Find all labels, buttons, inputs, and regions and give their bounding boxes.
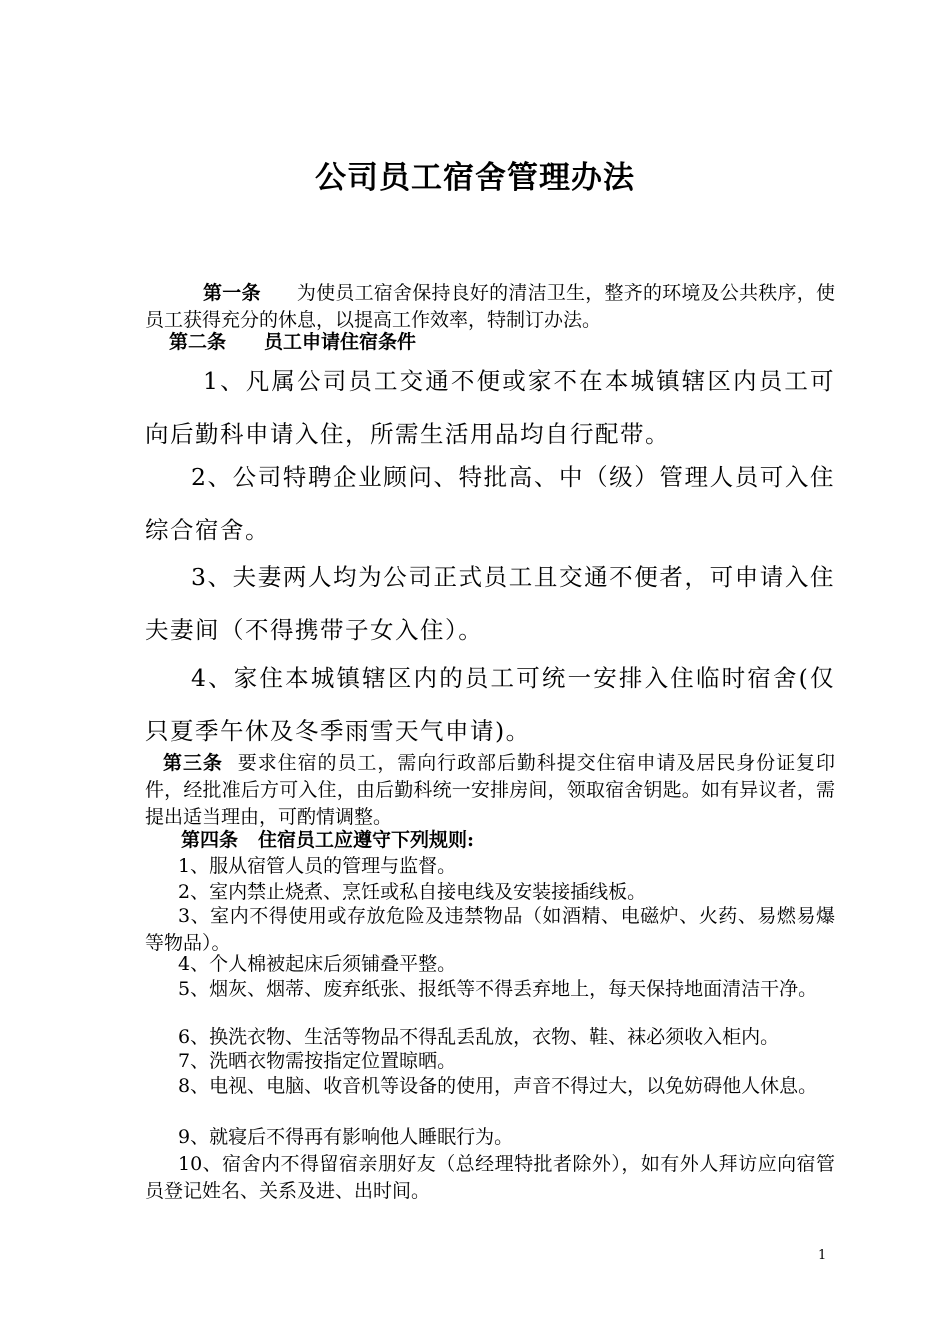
rule-item: 1、服从宿管人员的管理与监督。 [178,855,457,877]
page-number: 1 [818,1248,827,1263]
document-title: 公司员工宿舍管理办法 [315,160,635,196]
article-2-title: 员工申请住宿条件 [264,331,417,353]
article-2-item: 2、公司特聘企业顾问、特批高、中（级）管理人员可入住综合宿舍。 [145,463,835,544]
article-4-heading [145,827,835,854]
article-1-label: 第一条 [203,282,261,304]
article-2-heading [145,329,835,356]
rule-item: 6、换洗衣物、生活等物品不得乱丢乱放，衣物、鞋、袜必须收入柜内。 [178,1026,780,1048]
article-3-text: 要求住宿的员工，需向行政部后勤科提交住宿申请及居民身份证复印件，经批准后方可入住，由后勤科统一安排房间，领取宿舍钥匙。如有异议者，需提出适当理由，可酌情调整。 [145,752,835,828]
article-2-item: 1、凡属公司员工交通不便或家不在本城镇辖区内员工可向后勤科申请入住，所需生活用品均自行配带。 [145,367,835,448]
article-3-label: 第三条 [163,752,223,774]
article-2-item: 4、家住本城镇辖区内的员工可统一安排入住临时宿舍(仅只夏季午休及冬季雨雪天气申请)。 [145,664,835,745]
article-1 [145,280,835,334]
article-4-label: 第四条 [181,829,239,851]
rule-item: 10、宿舍内不得留宿亲朋好友（总经理特批者除外），如有外人拜访应向宿管员登记姓名、关系及进、出时间。 [145,1153,835,1202]
article-3 [145,750,835,831]
article-1-text: 为使员工宿舍保持良好的清洁卫生，整齐的环境及公共秩序，使员工获得充分的休息，以提高工作效率，特制订办法。 [145,282,835,331]
rule-item: 5、烟灰、烟蒂、废弃纸张、报纸等不得丢弃地上，每天保持地面清洁干净。 [178,978,818,1000]
rule-item: 4、个人棉被起床后须铺叠平整。 [178,953,457,975]
article-2-label: 第二条 [169,331,227,353]
article-4-title: 住宿员工应遵守下列规则: [258,829,475,851]
rule-item: 9、就寝后不得再有影响他人睡眠行为。 [178,1126,514,1148]
rule-item: 2、室内禁止烧煮、烹饪或私自接电线及安装接插线板。 [178,881,647,903]
rule-item: 3、室内不得使用或存放危险及违禁物品（如酒精、电磁炉、火药、易燃易爆等物品）。 [145,905,835,954]
rule-item: 8、电视、电脑、收音机等设备的使用，声音不得过大，以免妨碍他人休息。 [178,1075,818,1097]
article-2-item: 3、夫妻两人均为公司正式员工且交通不便者，可申请入住夫妻间（不得携带子女入住）。 [145,563,835,644]
rule-item: 7、洗晒衣物需按指定位置晾晒。 [178,1050,457,1072]
